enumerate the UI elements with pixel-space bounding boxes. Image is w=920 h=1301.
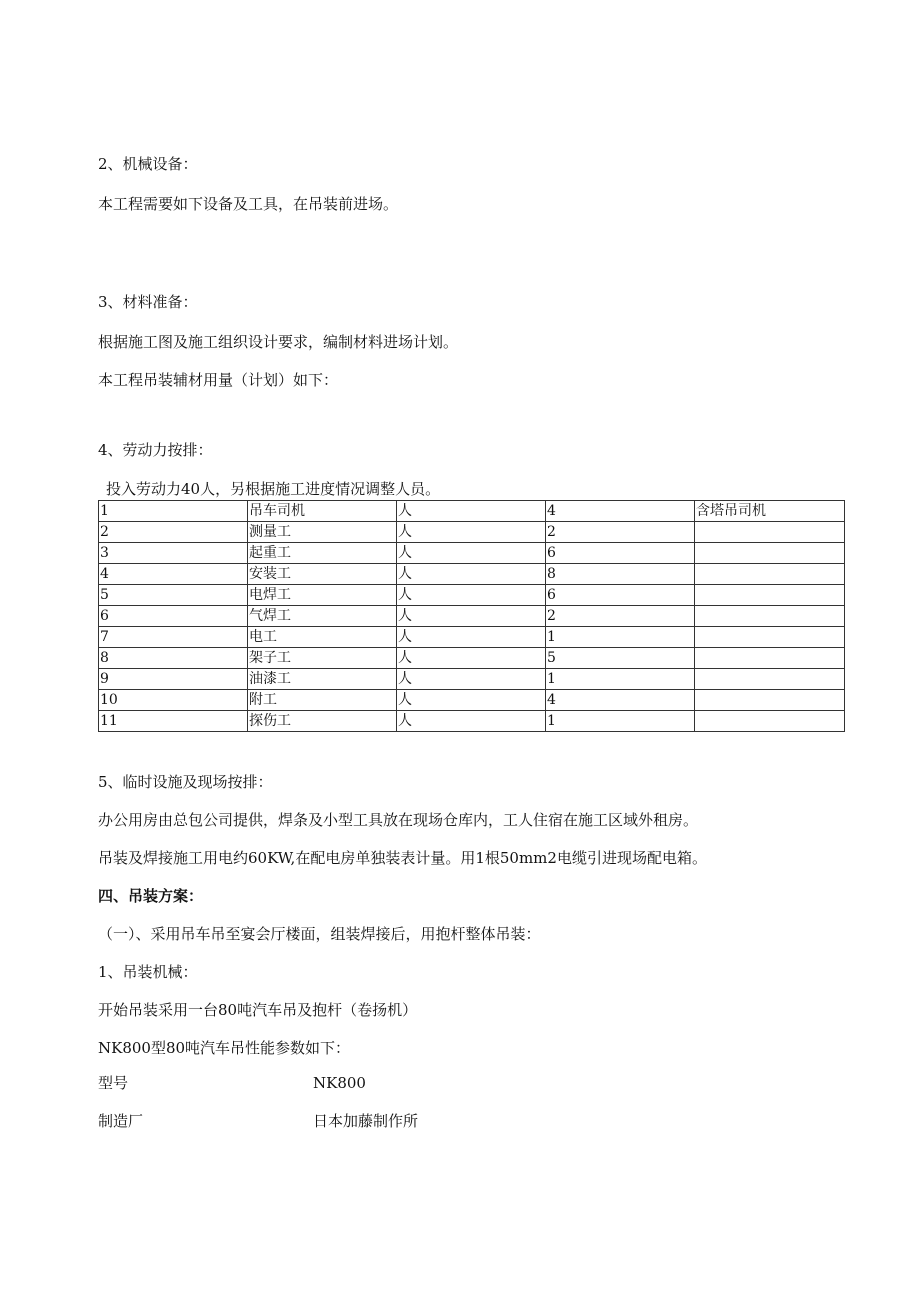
- cell-count: 8: [546, 564, 695, 585]
- plan-text-1: 开始吊装采用一台80吨汽车吊及抱杆（卷扬机）: [98, 1001, 418, 1019]
- spec-value-manufacturer: 日本加藤制作所: [313, 1112, 419, 1130]
- cell-remark: [695, 585, 845, 606]
- cell-remark: [695, 606, 845, 627]
- cell-remark: [695, 711, 845, 732]
- cell-count: 4: [546, 690, 695, 711]
- temporary-heading: 5、临时设施及现场按排：: [98, 773, 273, 791]
- cell-remark: [695, 564, 845, 585]
- cell-row-number: 11: [99, 711, 248, 732]
- cell-job-title: 起重工: [248, 543, 397, 564]
- labor-intro: 投入劳动力40人，另根据施工进度情况调整人员。: [106, 480, 441, 498]
- cell-unit: 人: [397, 543, 546, 564]
- cell-job-title: 探伤工: [248, 711, 397, 732]
- labor-table: [98, 500, 845, 732]
- cell-unit: 人: [397, 669, 546, 690]
- table-row: [99, 585, 845, 606]
- labor-table-body: [99, 501, 845, 732]
- cell-count: 5: [546, 648, 695, 669]
- cell-job-title: 架子工: [248, 648, 397, 669]
- materials-text-2: 本工程吊装辅材用量（计划）如下：: [98, 371, 339, 389]
- table-row: [99, 690, 845, 711]
- cell-unit: 人: [397, 606, 546, 627]
- cell-unit: 人: [397, 501, 546, 522]
- table-row: [99, 564, 845, 585]
- plan-text-2: NK800型80吨汽车吊性能参数如下：: [98, 1039, 351, 1057]
- cell-remark: [695, 669, 845, 690]
- cell-row-number: 2: [99, 522, 248, 543]
- cell-job-title: 附工: [248, 690, 397, 711]
- spec-value-model: NK800: [313, 1074, 366, 1092]
- cell-remark: [695, 648, 845, 669]
- materials-heading: 3、材料准备：: [98, 293, 198, 311]
- cell-row-number: 4: [99, 564, 248, 585]
- cell-unit: 人: [397, 690, 546, 711]
- plan-subheading: （一）、采用吊车吊至宴会厅楼面，组装焊接后，用抱杆整体吊装：: [98, 925, 541, 943]
- cell-job-title: 测量工: [248, 522, 397, 543]
- materials-text-1: 根据施工图及施工组织设计要求，编制材料进场计划。: [98, 333, 459, 351]
- labor-heading: 4、劳动力按排：: [98, 441, 213, 459]
- table-row: [99, 543, 845, 564]
- cell-job-title: 油漆工: [248, 669, 397, 690]
- cell-row-number: 5: [99, 585, 248, 606]
- cell-row-number: 6: [99, 606, 248, 627]
- cell-unit: 人: [397, 711, 546, 732]
- table-row: [99, 522, 845, 543]
- table-row: [99, 711, 845, 732]
- cell-row-number: 3: [99, 543, 248, 564]
- table-row: [99, 606, 845, 627]
- cell-job-title: 电工: [248, 627, 397, 648]
- cell-count: 6: [546, 543, 695, 564]
- cell-remark: [695, 543, 845, 564]
- cell-job-title: 气焊工: [248, 606, 397, 627]
- cell-remark: 含塔吊司机: [695, 501, 845, 522]
- cell-row-number: 1: [99, 501, 248, 522]
- equipment-heading: 2、机械设备：: [98, 155, 198, 173]
- cell-count: 2: [546, 606, 695, 627]
- cell-count: 1: [546, 627, 695, 648]
- table-row: [99, 648, 845, 669]
- plan-heading: 四、吊装方案：: [98, 887, 204, 905]
- spec-label-manufacturer: 制造厂: [98, 1112, 144, 1130]
- cell-row-number: 7: [99, 627, 248, 648]
- cell-count: 6: [546, 585, 695, 606]
- cell-unit: 人: [397, 648, 546, 669]
- cell-unit: 人: [397, 585, 546, 606]
- cell-job-title: 吊车司机: [248, 501, 397, 522]
- cell-unit: 人: [397, 564, 546, 585]
- plan-item-1: 1、吊装机械：: [98, 963, 198, 981]
- temporary-text-1: 办公用房由总包公司提供，焊条及小型工具放在现场仓库内，工人住宿在施工区域外租房。: [98, 811, 699, 829]
- cell-count: 4: [546, 501, 695, 522]
- cell-remark: [695, 627, 845, 648]
- cell-remark: [695, 522, 845, 543]
- table-row: [99, 501, 845, 522]
- cell-row-number: 10: [99, 690, 248, 711]
- table-row: [99, 669, 845, 690]
- temporary-text-2: 吊装及焊接施工用电约60KW,在配电房单独装表计量。用1根50mm2电缆引进现场配电箱。: [98, 849, 707, 867]
- cell-row-number: 9: [99, 669, 248, 690]
- cell-job-title: 安装工: [248, 564, 397, 585]
- table-row: [99, 627, 845, 648]
- cell-count: 1: [546, 669, 695, 690]
- cell-count: 1: [546, 711, 695, 732]
- equipment-text: 本工程需要如下设备及工具，在吊装前进场。: [98, 195, 399, 213]
- cell-job-title: 电焊工: [248, 585, 397, 606]
- spec-label-model: 型号: [98, 1074, 129, 1092]
- cell-unit: 人: [397, 627, 546, 648]
- cell-remark: [695, 690, 845, 711]
- cell-unit: 人: [397, 522, 546, 543]
- cell-count: 2: [546, 522, 695, 543]
- cell-row-number: 8: [99, 648, 248, 669]
